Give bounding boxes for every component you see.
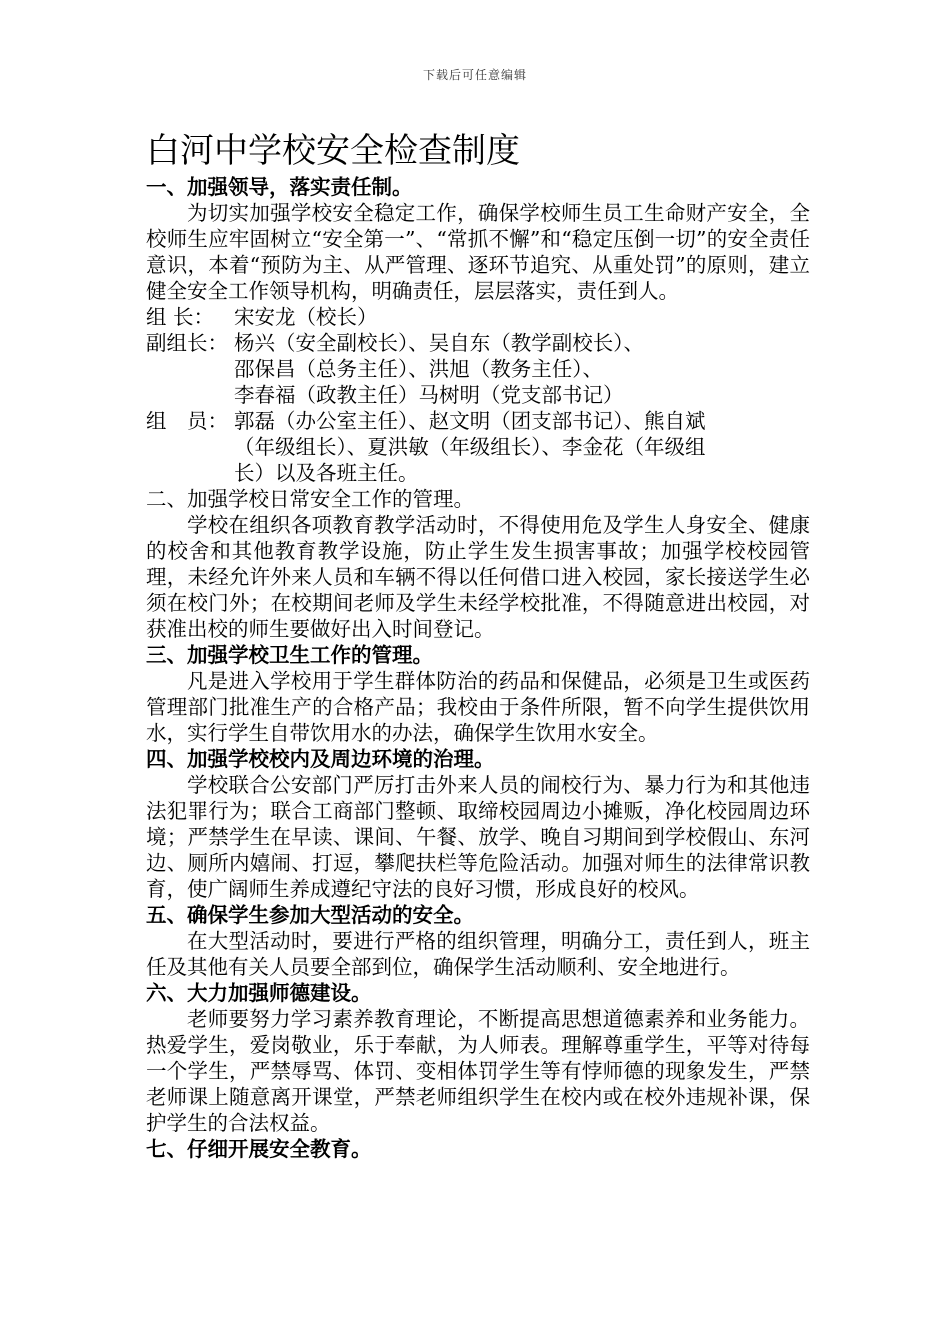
member-label: 组 员： — [146, 409, 228, 433]
member-line: （年级组长）、夏洪敏（年级组长）、李金花（年级组 — [234, 435, 706, 459]
section-2-paragraph: 学校在组织各项教育教学活动时，不得使用危及学生人身安全、健康的校舍和其他教育教学设施，防止学生发生损害事故；加强学校校园管理，未经允许外来人员和车辆不得以任何借口进入校园，家长接送学生必须在校门外；在校期间老师及学生未经学校批准，不得随意进出校园，对获准出校的师生要做好出入时间登记。 — [146, 513, 810, 641]
section-5-heading: 五、确保学生参加大型活动的安全。 — [146, 903, 474, 927]
section-6-paragraph: 老师要努力学习素养教育理论，不断提高思想道德素养和业务能力。热爱学生，爱岗敬业，乐于奉献，为人师表。理解尊重学生，平等对待每一个学生，严禁辱骂、体罚、变相体罚学生等有悖师德的现象发生，严禁老师课上随意离开课堂，严禁老师组织学生在校内或在校外违规补课，保护学生的合法权益。 — [146, 1007, 810, 1135]
member-line: 郭磊（办公室主任）、赵文明（团支部书记）、熊自斌 — [234, 409, 706, 433]
header-note: 下载后可任意编辑 — [422, 68, 527, 82]
leader-value: 宋安龙（校长） — [234, 305, 378, 329]
section-2-heading: 二、加强学校日常安全工作的管理。 — [146, 487, 474, 511]
section-1-paragraph: 为切实加强学校安全稳定工作，确保学校师生员工生命财产安全，全校师生应牢固树立“安全第一”、“常抓不懈”和“稳定压倒一切”的安全责任意识，本着“预防为主、从严管理、逐环节追究、从重处罚”的原则，建立健全安全工作领导机构，明确责任，层层落实，责任到人。 — [146, 201, 810, 303]
deputy-row — [146, 330, 810, 408]
document-title: 白河中学校安全检查制度 — [146, 131, 520, 171]
member-line: 长）以及各班主任。 — [234, 461, 419, 485]
leader-label: 组 长： — [146, 305, 215, 329]
section-5-paragraph: 在大型活动时，要进行严格的组织管理，明确分工，责任到人，班主任及其他有关人员要全部到位，确保学生活动顺利、安全地进行。 — [146, 929, 810, 979]
section-4-heading: 四、加强学校校内及周边环境的治理。 — [146, 747, 495, 771]
section-4-paragraph: 学校联合公安部门严厉打击外来人员的闹校行为、暴力行为和其他违法犯罪行为；联合工商部门整顿、取缔校园周边小摊贩，净化校园周边环境；严禁学生在早读、课间、午餐、放学、晚自习期间到学校假山、东河边、厕所内嬉闹、打逗，攀爬扶栏等危险活动。加强对师生的法律常识教育，使广阔师生养成遵纪守法的良好习惯，形成良好的校风。 — [146, 773, 810, 901]
document-body — [146, 128, 810, 1162]
deputy-label: 副组长： — [146, 331, 228, 355]
leader-row — [146, 304, 810, 330]
section-3-heading: 三、加强学校卫生工作的管理。 — [146, 643, 433, 667]
member-row — [146, 408, 810, 486]
section-3-paragraph: 凡是进入学校用于学生群体防治的药品和保健品，必须是卫生或医药管理部门批准生产的合格产品；我校由于条件所限，暂不向学生提供饮用水，实行学生自带饮用水的办法，确保学生饮用水安全。 — [146, 669, 810, 745]
section-6-heading: 六、大力加强师德建设。 — [146, 981, 372, 1005]
deputy-line: 杨兴（安全副校长）、吴自东（教学副校长）、 — [234, 331, 644, 355]
deputy-list — [234, 330, 810, 408]
deputy-line: 邵保昌（总务主任）、洪旭（教务主任）、 — [234, 357, 603, 381]
member-list — [234, 408, 810, 486]
section-1-heading: 一、加强领导，落实责任制。 — [146, 175, 413, 199]
deputy-line: 李春福（政教主任）马树明（党支部书记） — [234, 383, 624, 407]
section-7-heading: 七、仔细开展安全教育。 — [146, 1137, 372, 1161]
